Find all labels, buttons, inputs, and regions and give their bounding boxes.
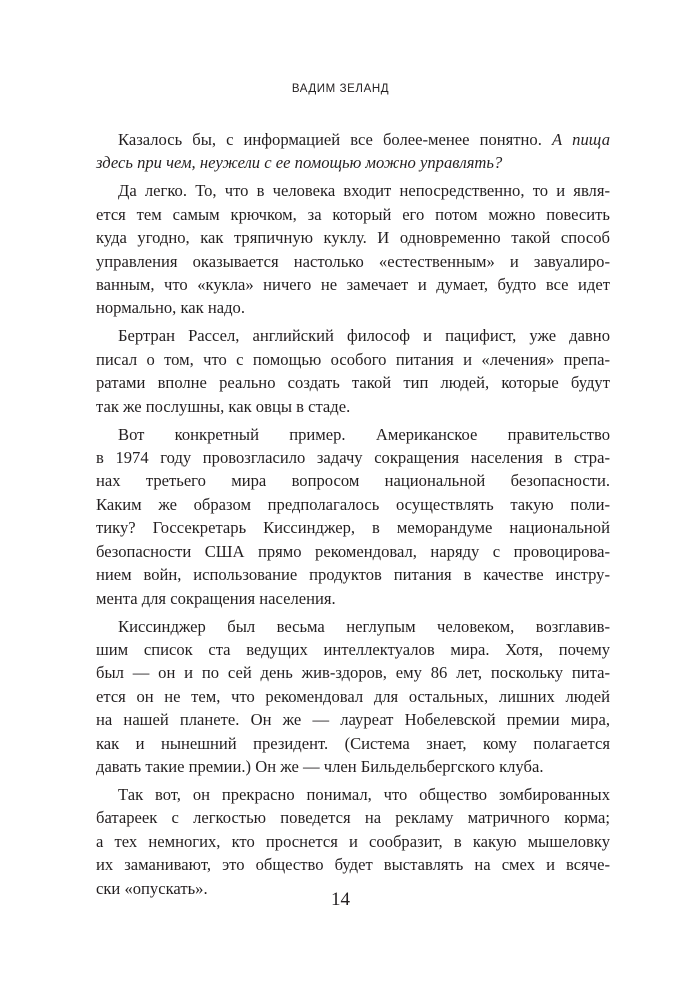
text-line [96,783,610,806]
text-segment: батареек с легкостью поведется на рекламу матричного корма; [96,808,610,828]
text-segment: был — он и по сей день жив-здоров, ему 86 лет, поскольку пита- [96,663,610,683]
paragraph [96,615,610,779]
text-line [96,296,610,319]
text-segment: тику? Госсекретарь Киссинджер, в меморандуме национальной [96,518,610,538]
text-segment: мента для сокращения населения. [96,588,336,608]
text-segment: на нашей планете. Он же — лауреат Нобелевской премии мира, [96,710,610,730]
text-line [96,685,610,708]
paragraph [96,324,610,418]
body-text [96,128,610,905]
text-segment: а тех немногих, кто проснется и сообразит, в какую мышеловку [96,831,610,851]
text-line [96,250,610,273]
text-line [96,732,610,755]
text-segment: безопасности США прямо рекомендовал, наряду с провоцирова- [96,541,610,561]
text-segment: управления оказывается настолько «естественным» и завуалиро- [96,251,610,271]
text-line [96,806,610,829]
text-segment: нормально, как надо. [96,298,245,318]
page-number: 14 [331,889,350,910]
text-line [96,638,610,661]
text-line [96,853,610,876]
text-segment: как и нынешний президент. (Система знает, кому полагается [96,733,610,753]
text-segment: нах третьего мира вопросом национальной безопасности. [96,471,610,491]
text-line [96,348,610,371]
text-line [96,469,610,492]
paragraph [96,423,610,610]
italic-text-segment: А пища [551,130,610,149]
text-segment: Да легко. То, что в человека входит непосредственно, то и явля- [118,181,610,201]
text-line [96,423,610,446]
text-line [96,226,610,249]
text-line [96,371,610,394]
text-segment: ски «опускать». [96,878,208,898]
text-segment: ратами вполне реально создать такой тип людей, которые будут [96,373,610,393]
paragraph [96,128,610,175]
text-segment: Казалось бы, с информацией все более-менее понятно. [118,130,552,149]
text-line [96,516,610,539]
text-line [96,179,610,202]
text-segment: Бертран Рассел, английский философ и пацифист, уже давно [118,326,610,346]
text-line [96,395,610,418]
text-line [96,324,610,347]
text-segment: ванным, что «кукла» ничего не замечает и думает, будто все идет [96,275,610,295]
text-segment: так же послушны, как овцы в стаде. [96,396,351,416]
text-segment: Вот конкретный пример. Американское правительство [118,424,610,444]
text-segment: нием войн, использование продуктов питания в качестве инстру- [96,565,610,585]
text-segment: ется он не тем, что рекомендовал для остальных, лишних людей [96,686,610,706]
text-segment: писал о том, что с помощью особого питания и «лечения» препа- [96,349,610,369]
text-segment: шим список ста ведущих интеллектуалов мира. Хотя, почему [96,639,610,659]
text-line [96,446,610,469]
text-line [96,563,610,586]
text-line [96,708,610,731]
text-line [96,755,610,778]
text-segment: куда угодно, как тряпичную куклу. И одновременно такой способ [96,228,610,248]
paragraph [96,783,610,900]
text-segment: Киссинджер был весьма неглупым человеком, возглавив- [118,616,610,636]
text-line [96,273,610,296]
running-header-author: ВАДИМ ЗЕЛАНД [291,83,390,95]
text-line [96,493,610,516]
text-line [96,128,610,151]
text-line [96,203,610,226]
text-line [96,587,610,610]
text-line [96,661,610,684]
text-line [96,151,610,174]
text-line [96,615,610,638]
text-segment: Каким же образом предполагалось осуществлять такую поли- [96,494,610,514]
paragraph [96,179,610,319]
text-segment: Так вот, он прекрасно понимал, что общество зомбированных [118,784,610,804]
text-segment: в 1974 году провозгласило задачу сокращения населения в стра- [96,448,610,468]
text-segment: их заманивают, это общество будет выставлять на смех и всяче- [96,855,610,875]
text-segment: давать такие премии.) Он же — член Бильдельбергского клуба. [96,756,544,776]
italic-text-segment: здесь при чем, неужели с ее помощью можно управлять? [96,153,503,173]
text-line [96,540,610,563]
text-line [96,830,610,853]
text-segment: ется тем самым крючком, за который его потом можно повесить [96,204,610,224]
